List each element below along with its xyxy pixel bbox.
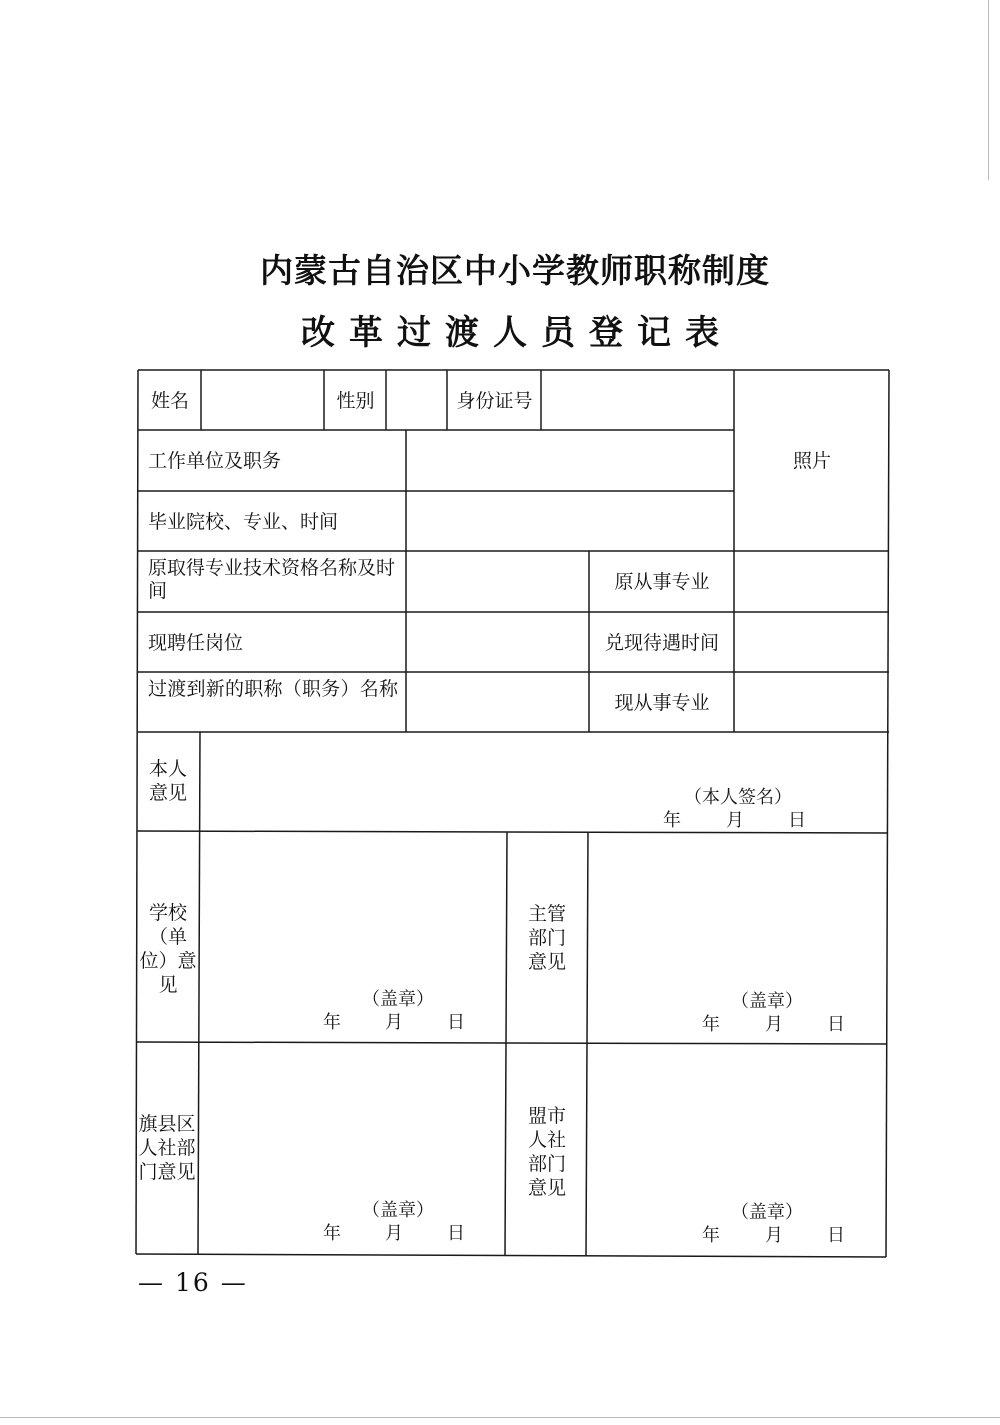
county-hr-opinion-label: 旗县区人社部门意见 [138, 1113, 196, 1183]
county-date-month: 月 [385, 1223, 403, 1244]
current-post-field[interactable] [408, 614, 588, 671]
school-date-year: 年 [323, 1012, 341, 1033]
dept-date-year: 年 [702, 1014, 720, 1035]
page-number: — 16 — [138, 1268, 248, 1297]
dept-date-day: 日 [827, 1014, 845, 1035]
current-post-label: 现聘任岗位 [148, 631, 244, 654]
school-date-month: 月 [385, 1012, 403, 1033]
id-number-label: 身份证号 [456, 389, 533, 412]
league-hr-opinion-label: 盟市人社部门意见 [527, 1105, 566, 1199]
school-seal-note: （盖章） [362, 989, 434, 1010]
new-title-field[interactable] [408, 674, 588, 731]
dept-date-month: 月 [765, 1014, 783, 1035]
dept-seal-note: （盖章） [731, 991, 803, 1012]
orig-qualification-field[interactable] [408, 553, 588, 611]
form-title-line-1: 内蒙古自治区中小学教师职称制度 [260, 251, 770, 290]
self-date-year: 年 [663, 810, 681, 831]
graduate-field[interactable] [408, 493, 733, 550]
gender-label: 性别 [336, 389, 375, 412]
orig-major-label: 原从事专业 [614, 571, 710, 593]
scan-edge-bottom [0, 1417, 1000, 1418]
new-title-label: 过渡到新的职称（职务）名称 [148, 678, 398, 700]
self-signature-note: （本人签名） [684, 787, 792, 808]
form-title-line-2: 改革过渡人员登记表 [301, 313, 733, 353]
self-opinion-label: 本人意见 [148, 758, 187, 804]
orig-major-field[interactable] [736, 553, 888, 611]
id-number-field[interactable] [543, 372, 733, 429]
photo-box[interactable] [736, 372, 888, 550]
league-date-month: 月 [765, 1225, 783, 1246]
graduate-label: 毕业院校、专业、时间 [148, 510, 339, 533]
work-unit-label: 工作单位及职务 [148, 450, 282, 472]
county-seal-note: （盖章） [362, 1200, 434, 1221]
scan-edge-right [988, 0, 989, 180]
self-opinion-field[interactable] [202, 734, 887, 830]
name-label: 姓名 [150, 389, 189, 412]
league-date-day: 日 [827, 1225, 845, 1246]
self-date-month: 月 [726, 810, 744, 831]
name-field[interactable] [203, 372, 323, 429]
county-date-day: 日 [447, 1223, 465, 1244]
current-major-label: 现从事专业 [614, 691, 710, 714]
league-date-year: 年 [702, 1225, 720, 1246]
league-seal-note: （盖章） [731, 1202, 803, 1223]
dept-opinion-label: 主管部门意见 [527, 903, 566, 973]
gender-field[interactable] [388, 372, 446, 429]
school-opinion-label: 学校（单位）意见 [139, 902, 197, 996]
self-date-day: 日 [788, 810, 806, 831]
work-unit-field[interactable] [408, 432, 733, 490]
school-date-day: 日 [447, 1012, 465, 1033]
benefit-time-label: 兑现待遇时间 [604, 631, 719, 654]
orig-qualification-label: 原取得专业技术资格名称及时间 [148, 557, 396, 602]
county-date-year: 年 [323, 1223, 341, 1244]
photo-label: 照片 [792, 450, 831, 472]
current-major-field[interactable] [736, 674, 888, 731]
benefit-time-field[interactable] [736, 614, 888, 671]
